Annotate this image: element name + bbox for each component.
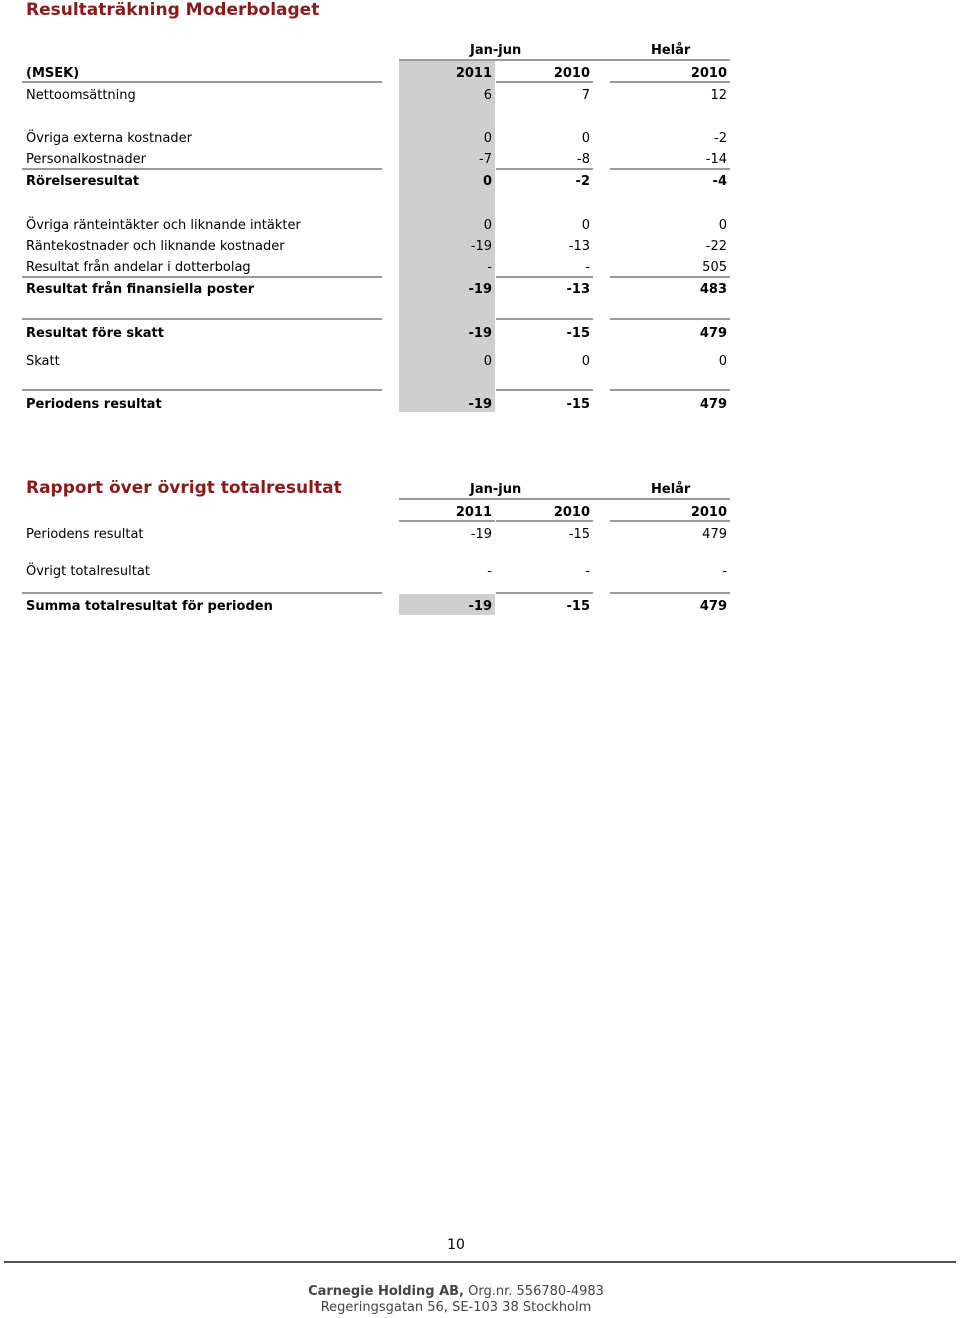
cell: - xyxy=(585,260,590,275)
table-row xyxy=(0,237,960,257)
cell: -15 xyxy=(566,326,590,341)
full-year-header: Helår xyxy=(651,482,691,497)
full-year-header: Helår xyxy=(651,43,691,58)
period-header: Jan-jun xyxy=(470,43,522,58)
row-label: Resultat från finansiella poster xyxy=(26,282,255,297)
rule xyxy=(22,168,382,170)
cell: 479 xyxy=(699,397,727,412)
rule xyxy=(610,168,730,170)
rule xyxy=(496,168,593,170)
rule xyxy=(399,520,495,522)
table-row xyxy=(0,172,960,192)
row-label: Skatt xyxy=(26,354,60,369)
table-row xyxy=(0,150,960,170)
cell: -4 xyxy=(712,174,727,189)
cell: 505 xyxy=(702,260,727,275)
company-name: Carnegie Holding AB, xyxy=(308,1284,464,1299)
unit-label: (MSEK) xyxy=(26,66,80,81)
cell: -19 xyxy=(468,326,492,341)
rule xyxy=(496,318,593,320)
col-2010-full: 2010 xyxy=(690,66,727,81)
table-row xyxy=(0,352,960,372)
cell: -22 xyxy=(705,239,727,254)
cell: -2 xyxy=(575,174,590,189)
header-rule xyxy=(399,498,730,500)
header-rule xyxy=(399,59,730,61)
rule xyxy=(22,81,382,83)
footer-rule xyxy=(4,1261,956,1263)
row-label: Summa totalresultat för perioden xyxy=(26,599,273,614)
cell: - xyxy=(722,564,727,579)
rule xyxy=(22,389,382,391)
rule xyxy=(496,276,593,278)
rule xyxy=(610,276,730,278)
cell: -2 xyxy=(714,131,727,146)
cell: -8 xyxy=(577,152,590,167)
rule xyxy=(610,81,730,83)
cell: 0 xyxy=(581,354,590,369)
rule xyxy=(22,318,382,320)
rule xyxy=(496,520,593,522)
col-2011: 2011 xyxy=(455,505,492,520)
cell: -15 xyxy=(566,397,590,412)
row-label: Nettoomsättning xyxy=(26,88,136,103)
cell: 6 xyxy=(483,88,492,103)
rule xyxy=(22,276,382,278)
row-label: Övriga ränteintäkter och liknande intäkter xyxy=(26,218,301,233)
table-row xyxy=(0,86,960,106)
cell: 0 xyxy=(718,354,727,369)
period-header: Jan-jun xyxy=(470,482,522,497)
rule xyxy=(610,389,730,391)
cell: -15 xyxy=(566,599,590,614)
cell: - xyxy=(487,260,492,275)
col-2010: 2010 xyxy=(553,66,590,81)
row-label: Övriga externa kostnader xyxy=(26,131,192,146)
table-row xyxy=(0,597,960,617)
cell: 0 xyxy=(718,218,727,233)
row-label: Räntekostnader och liknande kostnader xyxy=(26,239,285,254)
cell: 483 xyxy=(699,282,727,297)
row-label: Övrigt totalresultat xyxy=(26,564,150,579)
table-row xyxy=(0,525,960,545)
footer-address: Regeringsgatan 56, SE-103 38 Stockholm xyxy=(320,1300,592,1315)
col-2010: 2010 xyxy=(553,505,590,520)
row-label: Resultat före skatt xyxy=(26,326,164,341)
row-label: Periodens resultat xyxy=(26,397,162,412)
cell: 0 xyxy=(483,131,492,146)
row-label: Resultat från andelar i dotterbolag xyxy=(26,260,251,275)
row-label: Personalkostnader xyxy=(26,152,146,167)
rule xyxy=(496,592,593,594)
rule xyxy=(496,81,593,83)
col-2010-full: 2010 xyxy=(690,505,727,520)
footer-company xyxy=(0,1284,912,1299)
row-label: Rörelseresultat xyxy=(26,174,140,189)
cell: 0 xyxy=(483,218,492,233)
cell: -15 xyxy=(568,527,590,542)
rule xyxy=(610,520,730,522)
cell: 479 xyxy=(699,326,727,341)
cell: - xyxy=(585,564,590,579)
cell: 0 xyxy=(483,354,492,369)
cell: 0 xyxy=(581,131,590,146)
table-row xyxy=(0,280,960,300)
section-title: Rapport över övrigt totalresultat xyxy=(26,478,342,498)
table-row xyxy=(0,129,960,149)
cell: -19 xyxy=(470,527,492,542)
cell: -7 xyxy=(479,152,492,167)
cell: -19 xyxy=(468,397,492,412)
table-row xyxy=(0,258,960,278)
cell: 479 xyxy=(702,527,727,542)
cell: 12 xyxy=(710,88,727,103)
cell: -19 xyxy=(468,282,492,297)
cell: 7 xyxy=(581,88,590,103)
table-row xyxy=(0,395,960,415)
rule xyxy=(610,318,730,320)
cell: -14 xyxy=(705,152,727,167)
cell: 0 xyxy=(581,218,590,233)
col-2011: 2011 xyxy=(455,66,492,81)
cell: -19 xyxy=(470,239,492,254)
row-label: Periodens resultat xyxy=(26,527,144,542)
cell: 479 xyxy=(699,599,727,614)
table-row xyxy=(0,324,960,344)
table-row xyxy=(0,562,960,582)
page-title: Resultaträkning Moderbolaget xyxy=(26,0,320,20)
rule xyxy=(22,592,382,594)
table-row xyxy=(0,216,960,236)
rule xyxy=(496,389,593,391)
cell: -13 xyxy=(566,282,590,297)
cell: 0 xyxy=(482,174,492,189)
cell: -19 xyxy=(468,599,492,614)
cell: -13 xyxy=(568,239,590,254)
rule xyxy=(610,592,730,594)
cell: - xyxy=(487,564,492,579)
page-number: 10 xyxy=(447,1237,465,1253)
org-number: Org.nr. 556780-4983 xyxy=(464,1284,604,1299)
